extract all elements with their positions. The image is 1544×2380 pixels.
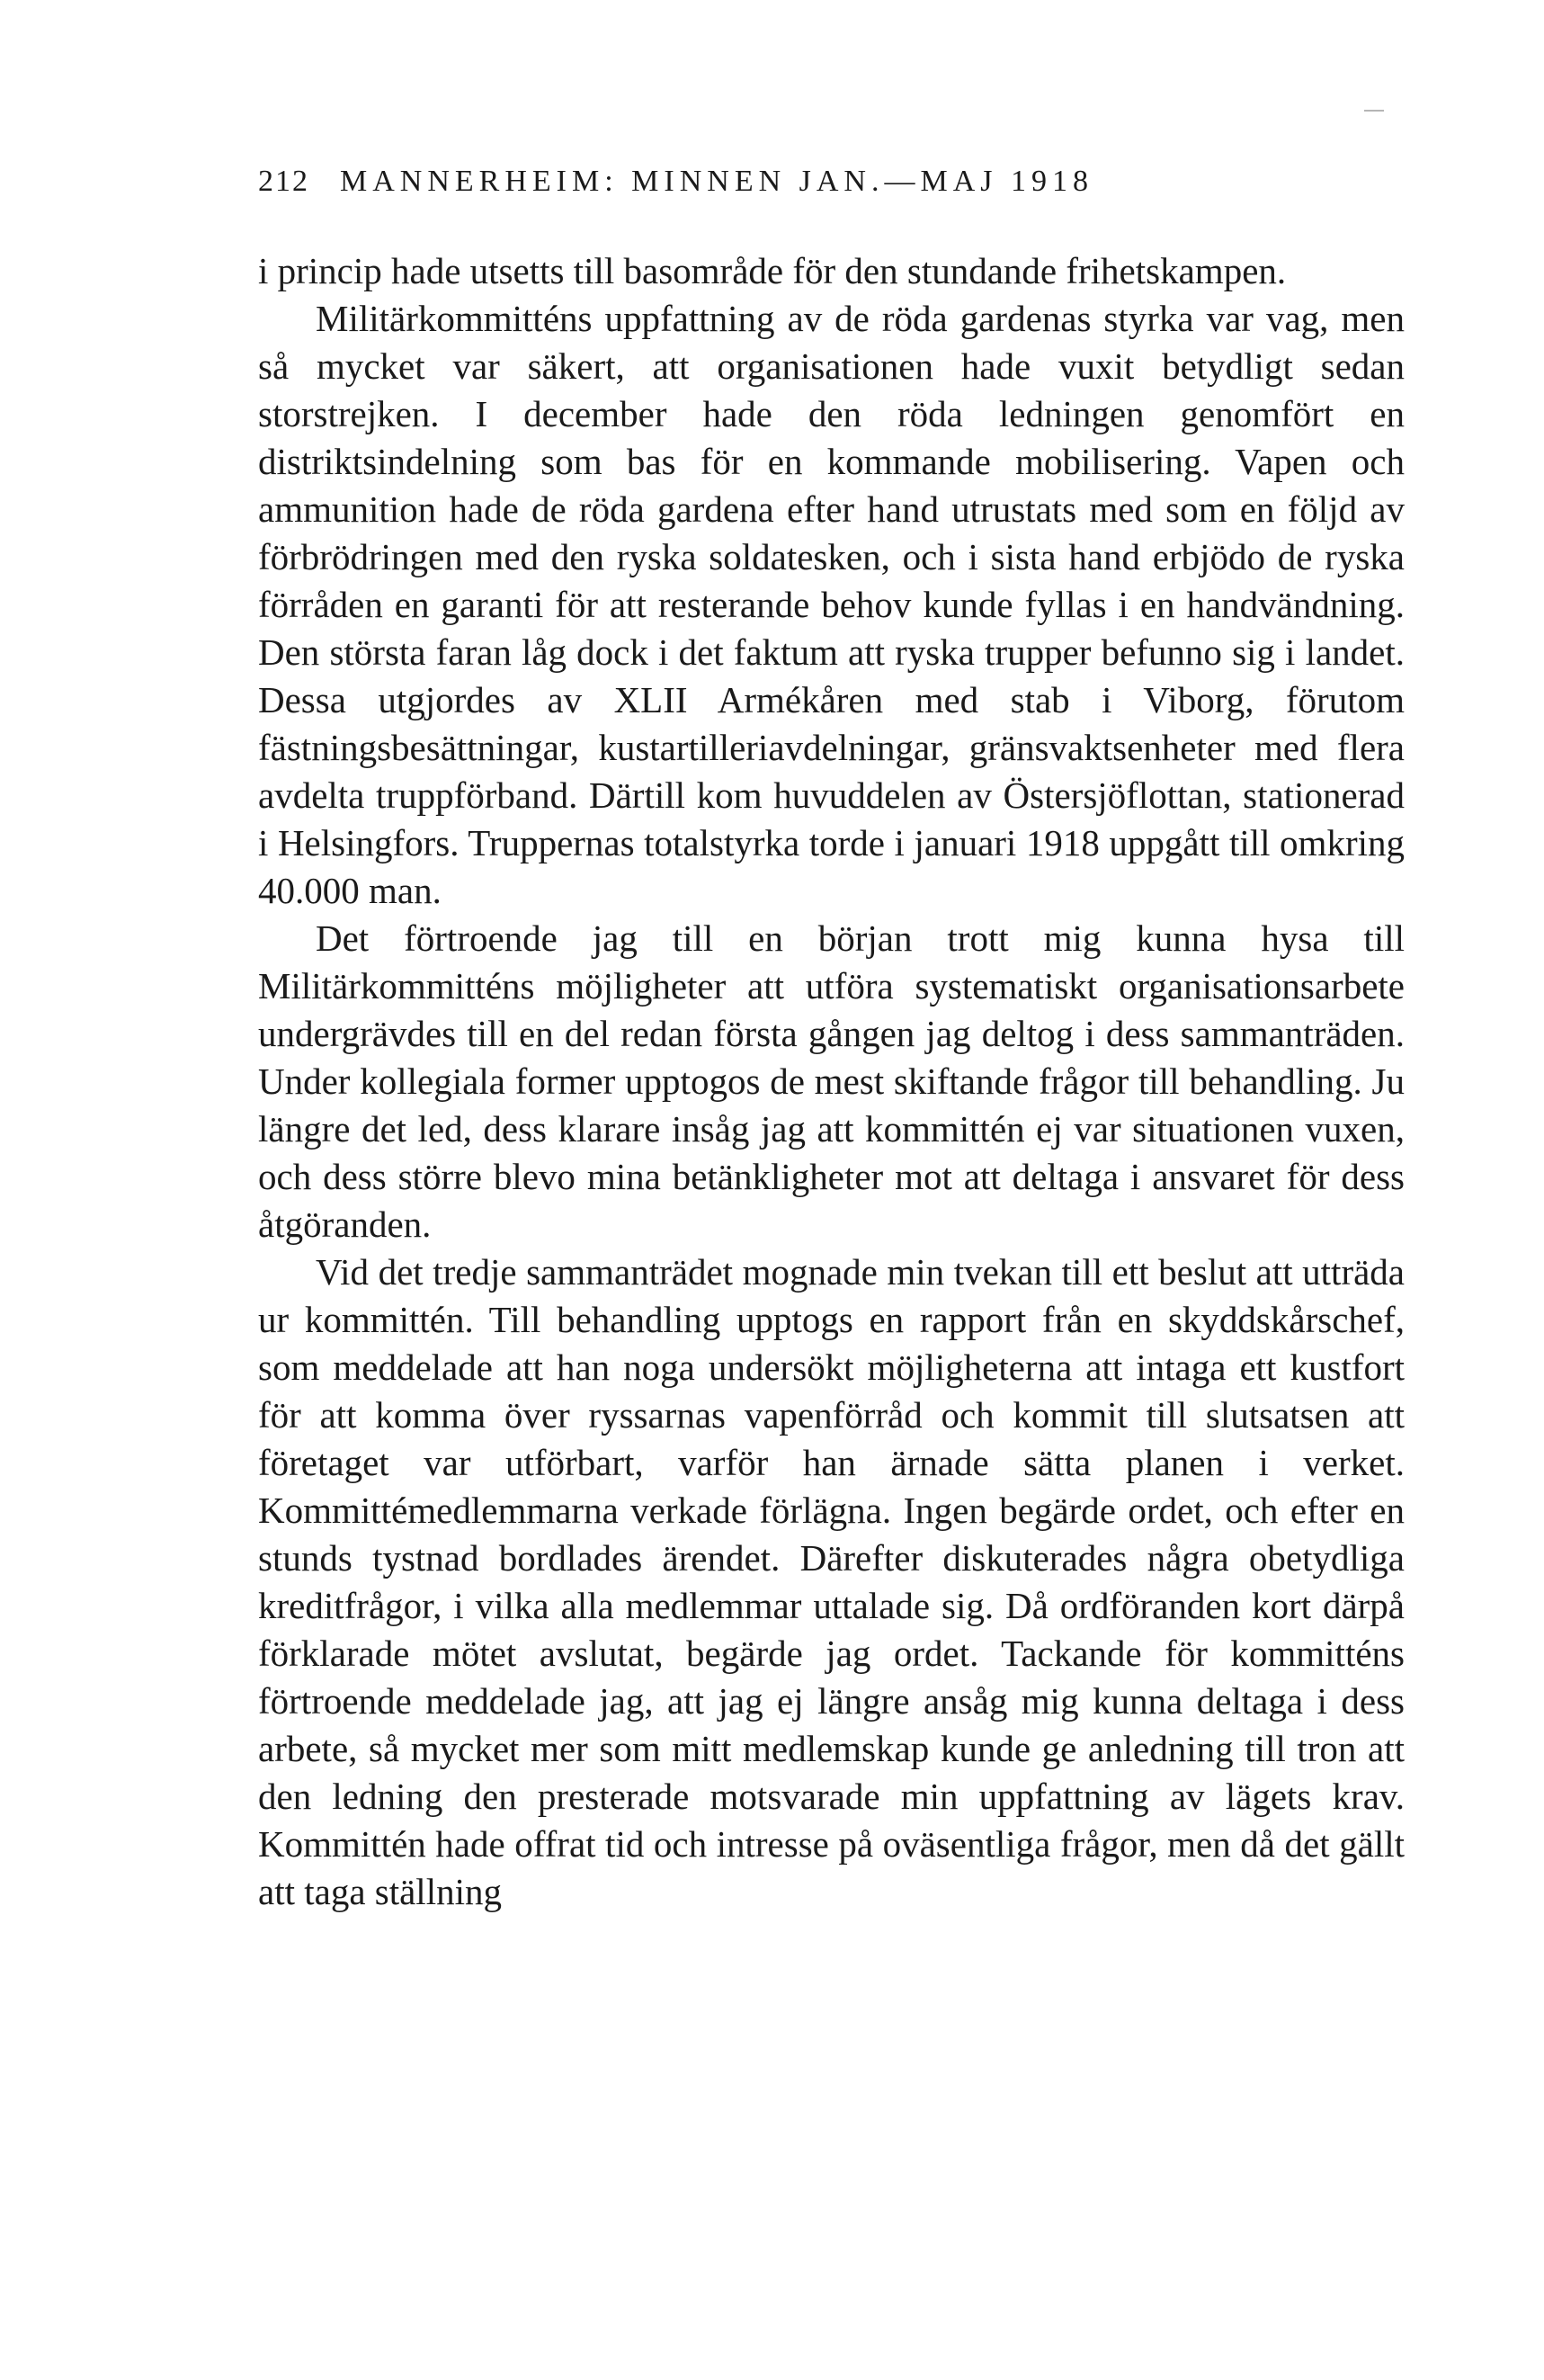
page-number: 212 <box>258 165 309 198</box>
paragraph: Vid det tredje sammanträdet mognade min tvekan till ett beslut att utträda ur kommittén. Till behandling upptogs en rapport från en skyddskårschef, som meddelade att han noga undersökt möjligheterna att intaga ett kustfort för att komma över ryssarnas vapenförråd och kommit till slutsatsen att företaget var utförbart, varför han ärnade sätta planen i verket. Kommittémedlemmarna verkade förlägna. Ingen begärde ordet, och efter en stunds tystnad bordlades ärendet. Därefter diskuterades några obetydliga kreditfrågor, i vilka alla medlemmar uttalade sig. Då ordföranden kort därpå förklarade mötet avslutat, begärde jag ordet. Tackande för kommitténs förtroende meddelade jag, att jag ej längre ansåg mig kunna deltaga i dess arbete, så mycket mer som mitt medlemskap kunde ge anledning till tron att den ledning den presterade motsvarade min uppfattning av lägets krav. Kommittén hade offrat tid och intresse på oväsentliga frågor, men då det gällt att taga ställning <box>258 1251 1405 1912</box>
running-title: MANNERHEIM: MINNEN JAN.—MAJ 1918 <box>340 165 1093 198</box>
body-text <box>258 247 1405 1916</box>
paragraph: Militärkommitténs uppfattning av de röda gardenas styrka var vag, men så mycket var säkert, att organisationen hade vuxit betydligt sedan storstrejken. I december hade den röda ledningen genomfört en distriktsindelning som bas för en kommande mobilisering. Vapen och ammunition hade de röda gardena efter hand utrustats med som en följd av förbrödringen med den ryska soldatesken, och i sista hand erbjödo de ryska förråden en garanti för att resterande behov kunde fyllas i en handvändning. Den största faran låg dock i det faktum att ryska trupper befunno sig i landet. Dessa utgjordes av XLII Armékåren med stab i Viborg, förutom fästningsbesättningar, kustartilleriavdelningar, gränsvaktsenheter med flera avdelta truppförband. Därtill kom huvuddelen av Östersjöflottan, stationerad i Helsingfors. Truppernas totalstyrka torde i januari 1918 uppgått till omkring 40.000 man. <box>258 298 1405 911</box>
running-header <box>258 155 1405 209</box>
margin-mark <box>1364 110 1384 112</box>
paragraph: Det förtroende jag till en början trott mig kunna hysa till Militärkommitténs möjligheter att utföra systematiskt organisationsarbete undergrävdes till en del redan första gången jag deltog i dess sammanträden. Under kollegiala former upptogos de mest skiftande frågor till behandling. Ju längre det led, dess klarare insåg jag att kommittén ej var situationen vuxen, och dess större blevo mina betänkligheter mot att deltaga i ansvaret för dess åtgöranden. <box>258 917 1405 1245</box>
paragraph: i princip hade utsetts till basområde för den stundande frihetskampen. <box>258 250 1287 291</box>
